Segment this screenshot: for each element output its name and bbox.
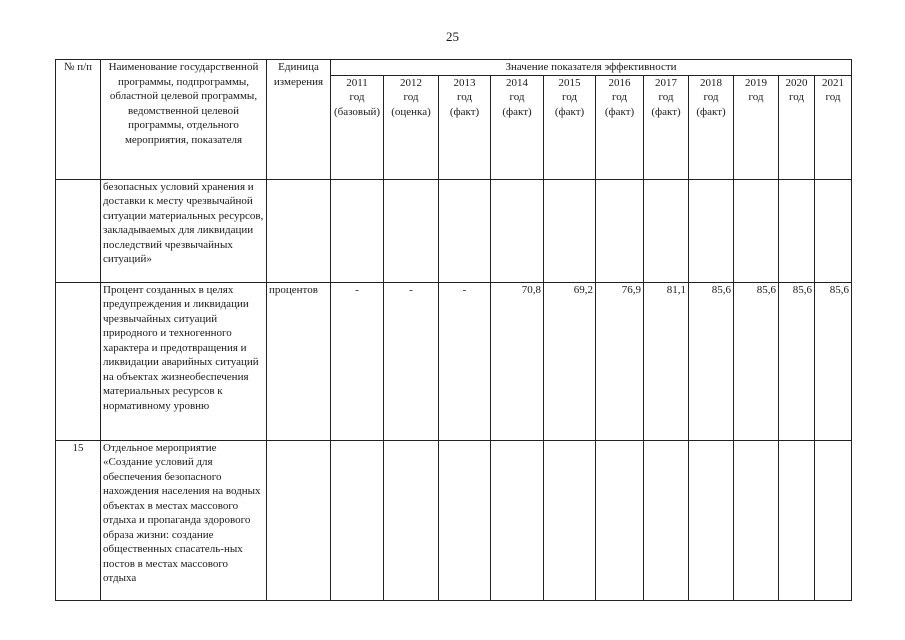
header-year-year: 2020: [785, 76, 808, 89]
value-cell-2020: 85,6: [779, 282, 815, 440]
header-year-kind: (факт): [449, 105, 480, 118]
value-cell-2012: -: [384, 282, 439, 440]
value-cell-2020: [779, 179, 815, 282]
value-cell-2018: [689, 179, 734, 282]
header-year-kind: (базовый): [333, 105, 381, 118]
header-year-word: год: [456, 91, 473, 103]
header-year-word: год: [788, 91, 805, 103]
header-year-2017: [644, 75, 689, 179]
header-year-kind: (факт): [502, 105, 532, 118]
header-year-year: 2021: [822, 76, 844, 89]
value-cell-2017: [644, 179, 689, 282]
row-name-cell: Отдельное мероприятие «Создание условий для обеспечения безопасного нахождения населения на водных объектах в местах массового отдыха и пропаганда здорового образа жизни: создание общественных спасатель-ных постов в местах массового отдыха: [101, 440, 267, 600]
header-year-word: год: [509, 91, 525, 103]
header-year-kind: (факт): [651, 105, 681, 118]
value-cell-2012: [384, 179, 439, 282]
header-year-word: год: [658, 91, 674, 103]
header-year-2020: [779, 75, 815, 179]
header-num-cell: № п/п: [56, 60, 101, 180]
header-year-2018: [689, 75, 734, 179]
header-row-1: [56, 60, 852, 76]
value-cell-2018: [689, 440, 734, 600]
value-cell-2013: -: [439, 282, 491, 440]
header-year-year: 2019: [745, 76, 767, 89]
row-unit-cell: [267, 179, 331, 282]
value-cell-2014: 70,8: [491, 282, 544, 440]
page-number: 25: [446, 29, 459, 44]
value-cell-2011: [331, 440, 384, 600]
value-cell-2013: [439, 179, 491, 282]
header-year-year: 2012: [400, 76, 422, 89]
value-cell-2015: [544, 440, 596, 600]
row-name-cell: Процент созданных в целях предупреждения и ликвидации чрезвычайных ситуаций природного и техногенного характера и предотвращения и ликвидации аварийных ситуаций на объектах жизнеобеспечения материальных ресурсов к нормативному уровню: [101, 282, 267, 440]
header-year-kind: (оценка): [391, 105, 431, 118]
value-cell-2013: [439, 440, 491, 600]
header-year-word: год: [611, 91, 628, 103]
header-year-word: год: [748, 91, 764, 103]
header-year-year: 2017: [655, 76, 677, 89]
header-unit-cell: Единица измерения: [267, 60, 331, 180]
header-year-year: 2011: [346, 76, 368, 89]
efficiency-indicators-table: [55, 59, 852, 601]
value-cell-2015: [544, 179, 596, 282]
header-year-2016: [596, 75, 644, 179]
header-year-2021: [815, 75, 852, 179]
value-cell-2017: 81,1: [644, 282, 689, 440]
value-cell-2016: [596, 179, 644, 282]
value-cell-2019: 85,6: [734, 282, 779, 440]
header-values-cell: Значение показателя эффективности: [331, 60, 852, 76]
row-unit-cell: [267, 440, 331, 600]
header-year-year: 2015: [558, 76, 581, 89]
header-year-2013: [439, 75, 491, 179]
header-year-word: год: [403, 91, 419, 103]
header-year-2014: [491, 75, 544, 179]
value-cell-2014: [491, 440, 544, 600]
header-year-2011: [331, 75, 384, 179]
header-year-word: год: [561, 91, 578, 103]
table-row: [56, 440, 852, 600]
header-name-cell: Наименование государственной программы, подпрограммы, областной целевой программы, ведомственной целевой программы, отдельного мероприятия, показателя: [101, 60, 267, 180]
value-cell-2021: [815, 179, 852, 282]
value-cell-2012: [384, 440, 439, 600]
row-number-cell: [56, 179, 101, 282]
header-year-kind: (факт): [696, 105, 726, 118]
row-unit-cell: процентов: [267, 282, 331, 440]
value-cell-2011: [331, 179, 384, 282]
value-cell-2019: [734, 179, 779, 282]
value-cell-2020: [779, 440, 815, 600]
header-year-year: 2014: [506, 76, 528, 89]
header-year-word: год: [349, 91, 365, 103]
header-year-kind: (факт): [604, 105, 635, 118]
value-cell-2019: [734, 440, 779, 600]
header-year-word: год: [703, 91, 719, 103]
value-cell-2016: [596, 440, 644, 600]
header-year-year: 2018: [700, 76, 722, 89]
row-number-cell: [56, 282, 101, 440]
value-cell-2021: [815, 440, 852, 600]
row-name-cell: безопасных условий хранения и доставки к месту чрезвычайной ситуации материальных ресурсов, закладываемых для ликвидации последствий чрезвычайных ситуаций»: [101, 179, 267, 282]
value-cell-2021: 85,6: [815, 282, 852, 440]
header-year-2015: [544, 75, 596, 179]
header-year-year: 2013: [453, 76, 476, 89]
header-year-2012: [384, 75, 439, 179]
value-cell-2016: 76,9: [596, 282, 644, 440]
value-cell-2015: 69,2: [544, 282, 596, 440]
header-year-year: 2016: [608, 76, 631, 89]
value-cell-2014: [491, 179, 544, 282]
row-number-cell: 15: [56, 440, 101, 600]
value-cell-2018: 85,6: [689, 282, 734, 440]
header-year-2019: [734, 75, 779, 179]
table-row: [56, 282, 852, 440]
value-cell-2011: -: [331, 282, 384, 440]
header-year-kind: (факт): [554, 105, 585, 118]
header-year-word: год: [825, 91, 841, 103]
value-cell-2017: [644, 440, 689, 600]
table-row: [56, 179, 852, 282]
